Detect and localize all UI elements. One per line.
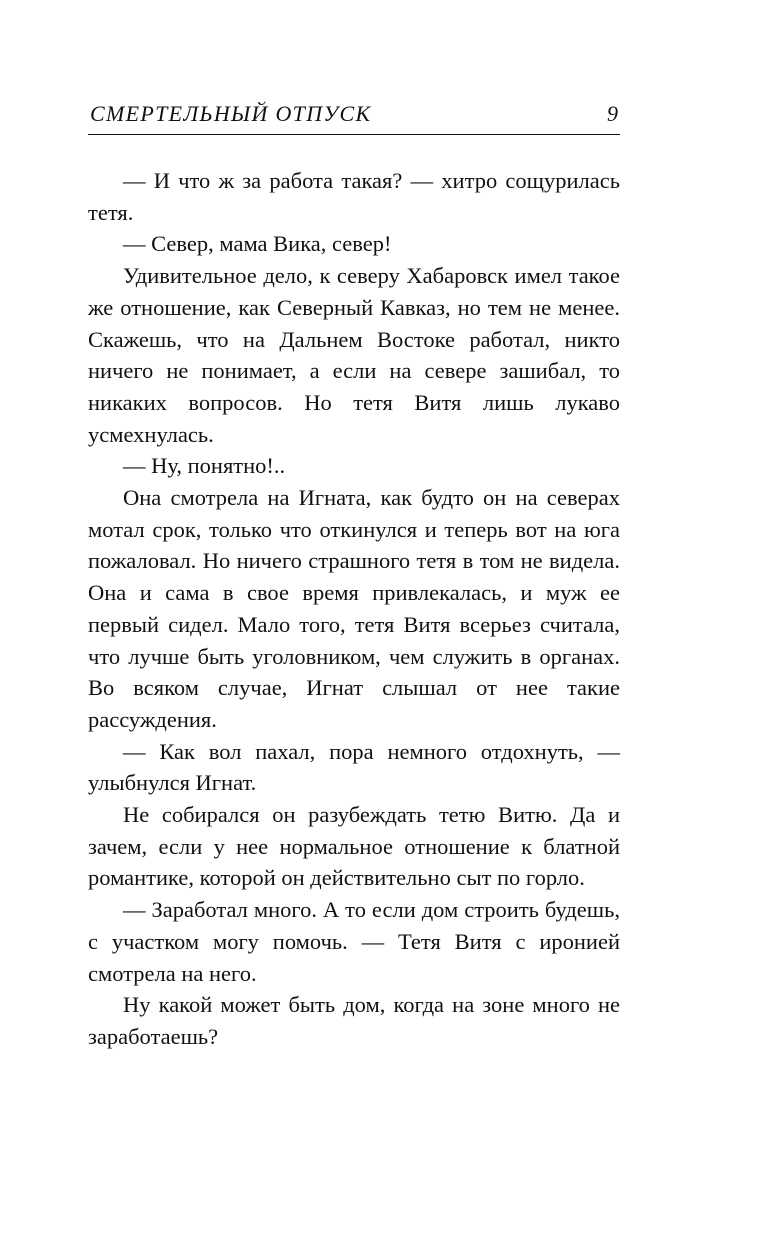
book-title: СМЕРТЕЛЬНЫЙ ОТПУСК xyxy=(90,101,372,126)
paragraph: Удивительное дело, к северу Хабаровск имел такое же отношение, как Северный Кавказ, но тем не менее. Скажешь, что на Дальнем Востоке работал, никто ничего не понимает, а если на севере зашибал, то никаких вопросов. Но тетя Витя лишь лукаво усмехнулась. xyxy=(88,263,620,447)
paragraph: Ну какой может быть дом, когда на зоне много не заработаешь? xyxy=(88,992,620,1049)
paragraph: — Заработал много. А то если дом строить будешь, с участком могу помочь. — Тетя Витя с иронией смотрела на него. xyxy=(88,897,620,986)
paragraph: — Ну, понятно!.. xyxy=(123,453,286,479)
book-page xyxy=(88,0,620,1241)
running-header xyxy=(88,100,620,135)
body-text xyxy=(88,165,620,1053)
paragraph: — Как вол пахал, пора немного отдохнуть, — улыбнулся Игнат. xyxy=(88,738,620,796)
paragraph: — И что ж за работа такая? — хитро сощурилась тетя. xyxy=(88,168,620,225)
page-number: 9 xyxy=(607,101,618,126)
paragraph: — Север, мама Вика, север! xyxy=(123,231,392,257)
paragraph: Не собирался он разубеждать тетю Витю. Да и зачем, если у нее нормальное отношение к блатной романтике, которой он действительно сыт по горло. xyxy=(88,802,620,891)
paragraph: Она смотрела на Игната, как будто он на северах мотал срок, только что откинулся и теперь вот на юга пожаловал. Но ничего страшного тетя в том не видела. Она и сама в свое время привлекалась, и муж ее первый сидел. Мало того, тетя Витя всерьез считала, что лучше быть уголовником, чем служить в органах. Во всяком случае, Игнат слышал от нее такие рассуждения. xyxy=(88,485,620,732)
